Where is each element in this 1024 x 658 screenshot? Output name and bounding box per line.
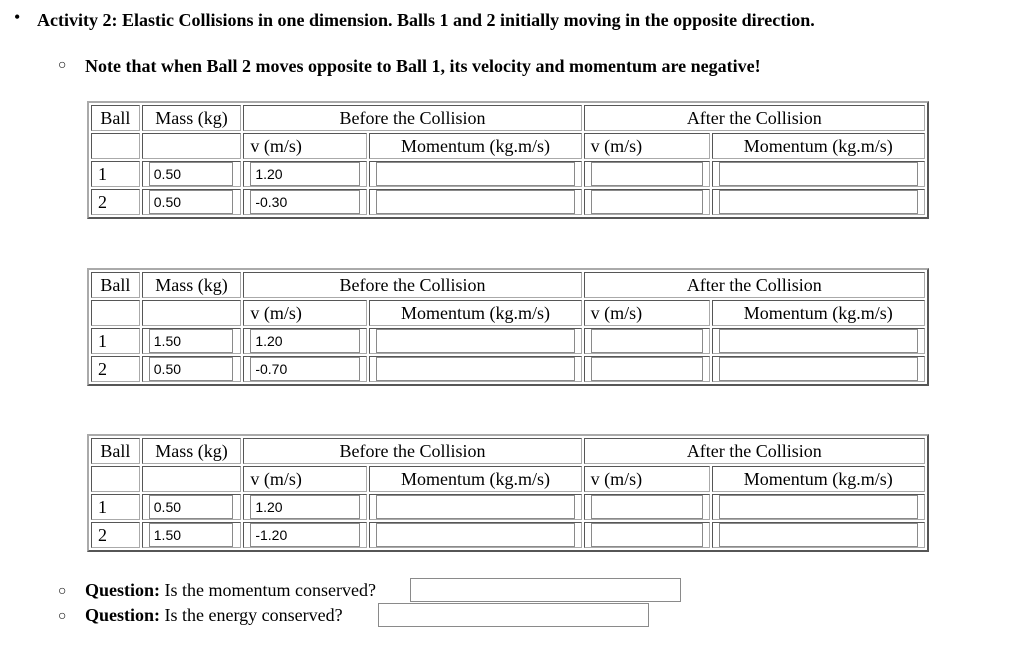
- ball-number: 1: [91, 161, 140, 187]
- velocity-before-input[interactable]: [250, 523, 360, 547]
- ball-header: Ball: [91, 105, 140, 131]
- circle-bullet-icon: ○: [58, 609, 67, 624]
- momentum-after-header: Momentum (kg.m/s): [712, 466, 925, 492]
- ball-number: 2: [91, 189, 140, 215]
- activity-title: Activity 2: Elastic Collisions in one dimension. Balls 1 and 2 initially moving in the opposite direction.: [37, 10, 815, 30]
- velocity-after-header: v (m/s): [584, 300, 710, 326]
- velocity-after-input[interactable]: [591, 190, 703, 214]
- table-row: [91, 494, 925, 520]
- momentum-after-input[interactable]: [719, 190, 918, 214]
- momentum-before-header: Momentum (kg.m/s): [369, 300, 581, 326]
- momentum-conserved-input[interactable]: [410, 578, 681, 602]
- velocity-before-header: v (m/s): [243, 466, 367, 492]
- table-row: [91, 328, 925, 354]
- mass-input[interactable]: [149, 329, 233, 353]
- table-header-row: [91, 438, 925, 464]
- table-subheader-row: [91, 133, 925, 159]
- velocity-after-input[interactable]: [591, 329, 703, 353]
- activity-note: Note that when Ball 2 moves opposite to Ball 1, its velocity and momentum are negative!: [85, 56, 761, 76]
- collision-table-1: [87, 101, 929, 219]
- table-header-row: [91, 272, 925, 298]
- before-collision-header: Before the Collision: [243, 105, 581, 131]
- ball-number: 1: [91, 328, 140, 354]
- velocity-after-header: v (m/s): [584, 466, 710, 492]
- question-momentum: [85, 580, 376, 601]
- momentum-before-input[interactable]: [376, 495, 574, 519]
- momentum-before-input[interactable]: [376, 329, 574, 353]
- ball-header: Ball: [91, 272, 140, 298]
- momentum-after-input[interactable]: [719, 162, 918, 186]
- momentum-after-header: Momentum (kg.m/s): [712, 133, 925, 159]
- velocity-before-input[interactable]: [250, 329, 360, 353]
- question-text: Is the energy conserved?: [160, 605, 343, 625]
- question-energy: [85, 605, 343, 626]
- after-collision-header: After the Collision: [584, 438, 925, 464]
- velocity-before-input[interactable]: [250, 190, 360, 214]
- ball-number: 2: [91, 356, 140, 382]
- momentum-after-input[interactable]: [719, 357, 918, 381]
- velocity-after-input[interactable]: [591, 495, 703, 519]
- circle-bullet-icon: ○: [58, 58, 67, 73]
- velocity-before-header: v (m/s): [243, 300, 367, 326]
- momentum-before-header: Momentum (kg.m/s): [369, 466, 581, 492]
- velocity-after-input[interactable]: [591, 523, 703, 547]
- momentum-after-input[interactable]: [719, 495, 918, 519]
- question-label: Question:: [85, 605, 161, 625]
- ball-number: 2: [91, 522, 140, 548]
- velocity-before-input[interactable]: [250, 162, 360, 186]
- momentum-after-input[interactable]: [719, 329, 918, 353]
- ball-number: 1: [91, 494, 140, 520]
- mass-input[interactable]: [149, 162, 233, 186]
- before-collision-header: Before the Collision: [243, 272, 581, 298]
- mass-input[interactable]: [149, 190, 233, 214]
- momentum-before-header: Momentum (kg.m/s): [369, 133, 581, 159]
- mass-header: Mass (kg): [142, 438, 242, 464]
- table-row: [91, 356, 925, 382]
- mass-header: Mass (kg): [142, 272, 242, 298]
- mass-input[interactable]: [149, 357, 233, 381]
- velocity-before-input[interactable]: [250, 357, 360, 381]
- velocity-before-header: v (m/s): [243, 133, 367, 159]
- mass-input[interactable]: [149, 495, 233, 519]
- after-collision-header: After the Collision: [584, 105, 925, 131]
- table-header-row: [91, 105, 925, 131]
- momentum-before-input[interactable]: [376, 190, 574, 214]
- velocity-before-input[interactable]: [250, 495, 360, 519]
- mass-header: Mass (kg): [142, 105, 242, 131]
- ball-header: Ball: [91, 438, 140, 464]
- circle-bullet-icon: ○: [58, 584, 67, 599]
- table-subheader-row: [91, 300, 925, 326]
- momentum-before-input[interactable]: [376, 523, 574, 547]
- after-collision-header: After the Collision: [584, 272, 925, 298]
- bullet-icon: •: [14, 7, 21, 27]
- momentum-before-input[interactable]: [376, 162, 574, 186]
- velocity-after-input[interactable]: [591, 357, 703, 381]
- velocity-after-header: v (m/s): [584, 133, 710, 159]
- table-row: [91, 161, 925, 187]
- question-text: Is the momentum conserved?: [160, 580, 376, 600]
- before-collision-header: Before the Collision: [243, 438, 581, 464]
- table-row: [91, 522, 925, 548]
- momentum-after-input[interactable]: [719, 523, 918, 547]
- collision-table-2: [87, 268, 929, 386]
- question-label: Question:: [85, 580, 161, 600]
- velocity-after-input[interactable]: [591, 162, 703, 186]
- table-subheader-row: [91, 466, 925, 492]
- mass-input[interactable]: [149, 523, 233, 547]
- momentum-after-header: Momentum (kg.m/s): [712, 300, 925, 326]
- momentum-before-input[interactable]: [376, 357, 574, 381]
- collision-table-3: [87, 434, 929, 552]
- energy-conserved-input[interactable]: [378, 603, 649, 627]
- table-row: [91, 189, 925, 215]
